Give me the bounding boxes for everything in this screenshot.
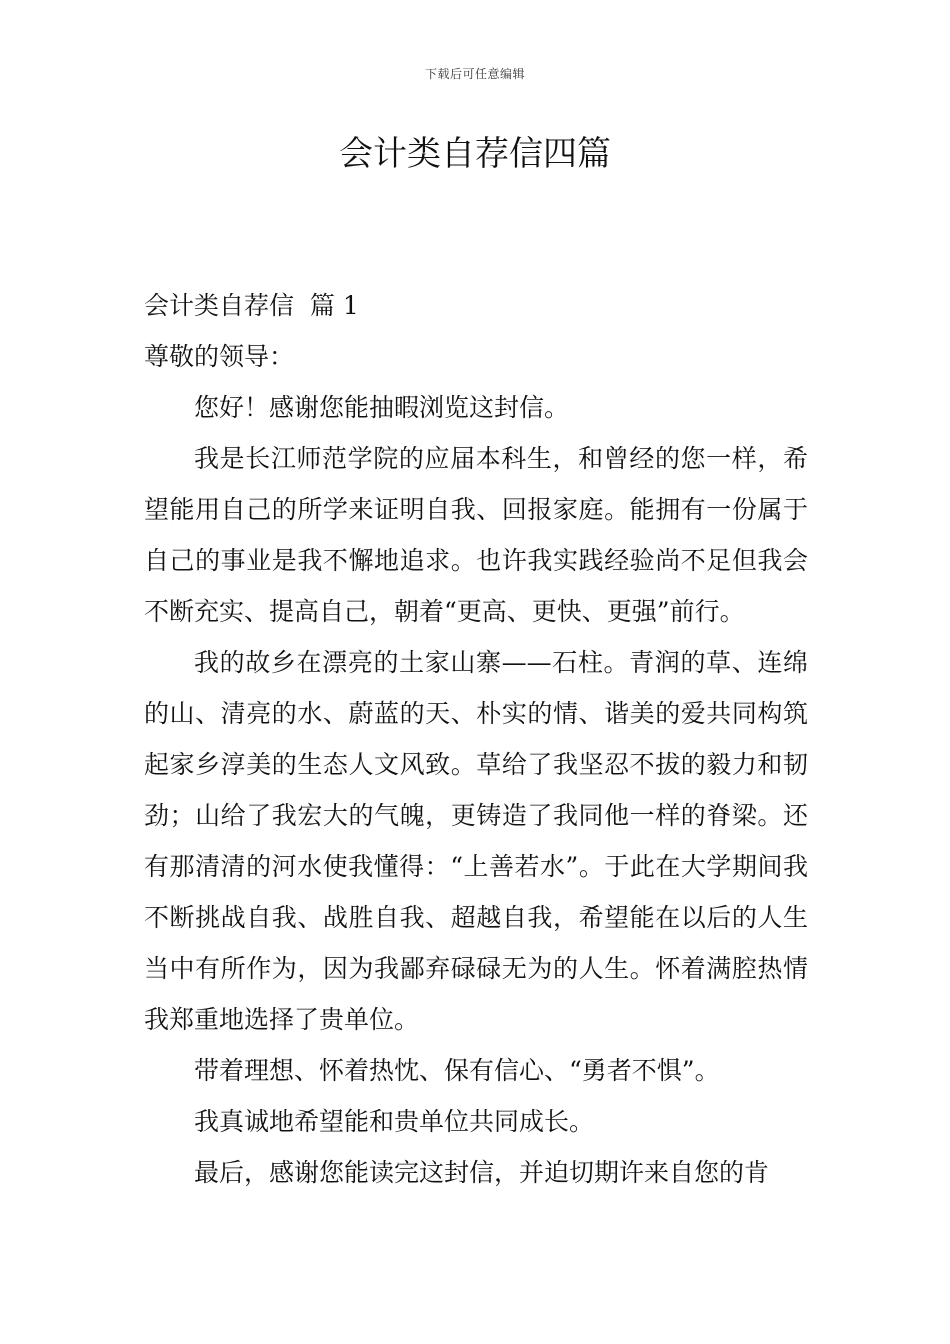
paragraph: 带着理想、怀着热忱、保有信心、“勇者不惧”。: [194, 1056, 720, 1085]
paragraph: 我的故乡在漂亮的土家山寨——石柱。青润的草、连绵的山、清亮的水、蔚蓝的天、朴实的情、谐美的爱共同构筑起家乡淳美的生态人文风致。草给了我坚忍不拔的毅力和韧劲；山给了我宏大的气魄，更铸造了我同他一样的脊梁。还有那清清的河水使我懂得：“上善若水”。于此在大学期间我不断挑战自我、战胜自我、超越自我，希望能在以后的人生当中有所作为，因为我鄙弃碌碌无为的人生。怀着满腔热情我郑重地选择了贵单位。: [144, 648, 808, 1034]
document-body: [144, 280, 808, 1198]
document-title: 会计类自荐信四篇: [339, 134, 611, 174]
paragraph: 您好！感谢您能抽暇浏览这封信。: [194, 393, 570, 422]
paragraph: 我是长江师范学院的应届本科生，和曾经的您一样，希望能用自己的所学来证明自我、回报家庭。能拥有一份属于自己的事业是我不懈地追求。也许我实践经验尚不足但我会不断充实、提高自己，朝着“更高、更快、更强”前行。: [144, 444, 808, 626]
paragraph: 我真诚地希望能和贵单位共同成长。: [194, 1107, 595, 1136]
section-heading: 会计类自荐信 篇 1: [144, 291, 359, 320]
header-note: 下载后可任意编辑: [424, 67, 525, 81]
paragraph: 最后，感谢您能读完这封信，并迫切期许来自您的肯: [194, 1158, 770, 1187]
salutation: 尊敬的领导：: [144, 342, 295, 371]
